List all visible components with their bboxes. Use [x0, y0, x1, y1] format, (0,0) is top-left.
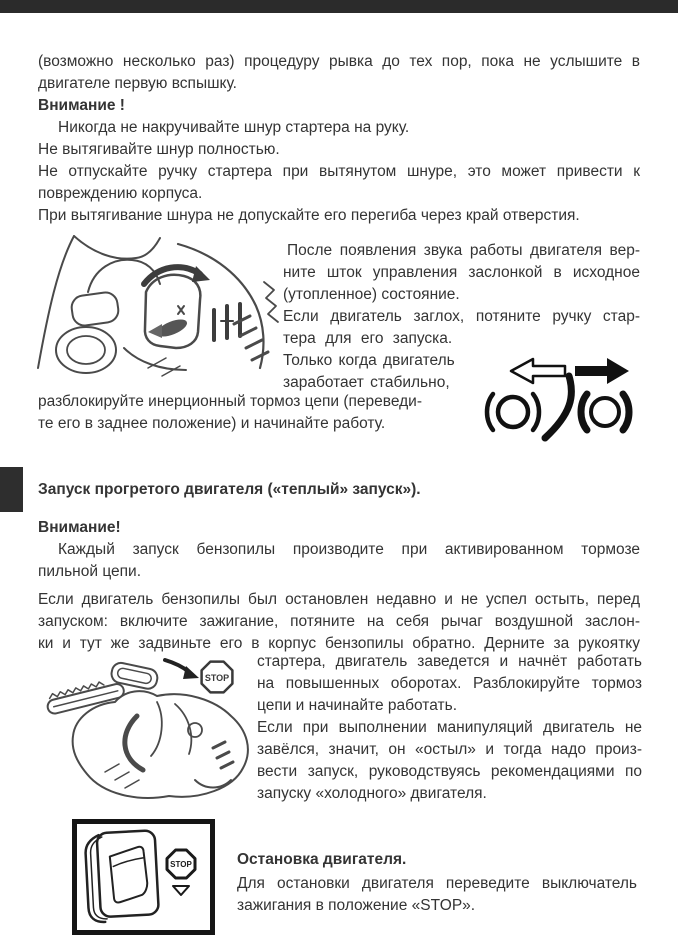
page-top-bar [0, 0, 678, 13]
text-line: При вытягивание шнура не допускайте его перегиба через край отверстия. [38, 207, 580, 224]
stop-sign-label: STOP [170, 860, 192, 869]
text-line: заработает стабильно, [283, 374, 450, 391]
stop-sign-icon [167, 850, 195, 895]
text-line: цепи и начинайте работать. [257, 697, 457, 714]
text-line: Никогда не накручивайте шнур стартера на руку. [58, 119, 410, 136]
ignition-switch-icon [77, 824, 210, 930]
warm-start-warning [38, 517, 640, 583]
text-line: стартера, двигатель заведется и начнёт работать [257, 653, 642, 670]
text-line: Если при выполнении манипуляций двигатель не [257, 719, 642, 736]
text-line: двигателе первую вспышку. [38, 75, 237, 92]
text-line: пильной цепи. [38, 563, 141, 580]
text-line: завёлся, значит, он «остыл» и тогда надо произ- [257, 741, 642, 758]
text-line: те его в заднее положение) и начинайте работу. [38, 415, 386, 432]
text-line: ните шток управления заслонкой в исходное [283, 264, 640, 281]
text-line: повреждению корпуса. [38, 185, 203, 202]
text-line: ки и тут же задвиньте его в корпус бензопилы обратно. Дерните за рукоятку [38, 635, 640, 652]
engine-choke-illustration [28, 228, 286, 388]
text-line: После появления звука работы двигателя вер- [287, 242, 640, 259]
stop-sign-label: STOP [204, 673, 230, 683]
text-line: Только когда двигатель [283, 352, 455, 369]
text-line: Если двигатель бензопилы был остановлен недавно и не успел остыть, перед [38, 591, 640, 608]
warm-start-body [38, 589, 640, 655]
chain-brake-icon [483, 352, 645, 444]
text-line: Для остановки двигателя переведите выключатель [237, 875, 637, 892]
text-line: (возможно несколько раз) процедуру рывка до тех пор, пока не услышите в [38, 53, 640, 70]
text-line: вести запуск, руководствуясь рекомендациями по [257, 763, 642, 780]
text-line: тера для его запуска. [283, 330, 453, 347]
text-line: зажигания в положение «STOP». [237, 897, 476, 914]
warm-start-right-paragraph [257, 651, 642, 805]
text-line: Если двигатель заглох, потяните ручку стар- [283, 308, 640, 325]
chainsaw-illustration [45, 652, 260, 807]
warning-heading: Внимание ! [38, 97, 125, 114]
text-line: запуском: включите зажигание, потяните на себя рычаг воздушной заслон- [38, 613, 640, 630]
text-line: (утопленное) состояние. [283, 286, 460, 303]
warning-heading: Внимание! [38, 519, 121, 536]
stop-sign-icon [202, 662, 233, 693]
text-line: разблокируйте инерционный тормоз цепи (переведи- [38, 393, 422, 410]
text-line: Каждый запуск бензопилы производите при активированном тормозе [58, 541, 640, 558]
intro-paragraph [38, 51, 640, 227]
warm-start-heading: Запуск прогретого двигателя («теплый» запуск»). [38, 481, 421, 498]
text-line: Не вытягивайте шнур полностью. [38, 141, 280, 158]
text-line: запуску «холодного» двигателя. [257, 785, 487, 802]
stop-engine-heading: Остановка двигателя. [237, 851, 407, 868]
stop-engine-paragraph [237, 873, 637, 917]
text-line: Не отпускайте ручку стартера при вытянутом шнуре, это может привести к [38, 163, 640, 180]
restart-paragraph-continued [38, 391, 468, 435]
ignition-switch-figure [72, 819, 215, 935]
text-line: на повышенных оборотах. Разблокируйте тормоз [257, 675, 642, 692]
section-tab-marker [0, 467, 23, 512]
